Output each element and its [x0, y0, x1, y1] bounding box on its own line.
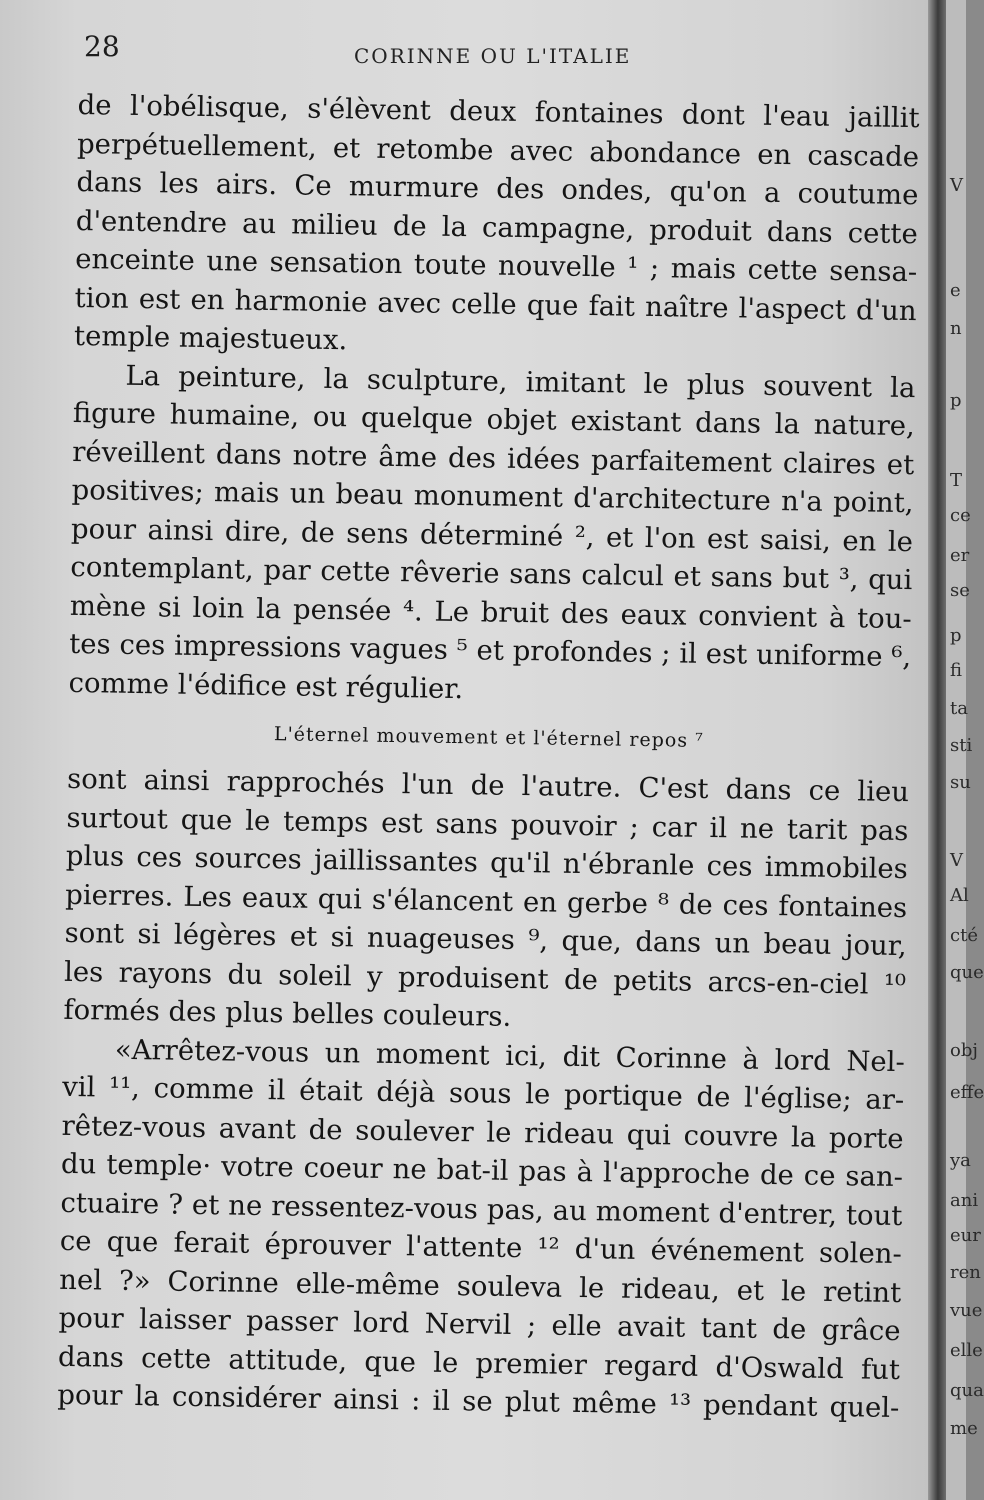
text-line: tion est en harmonie avec celle que fait naître l'aspect d'un: [74, 281, 917, 327]
text-line: les rayons du soleil y produisent de petits arcs-en-ciel ¹⁰: [63, 955, 907, 1001]
facing-page-fragment: effe: [950, 1082, 984, 1103]
text-line: de l'obélisque, s'élèvent deux fontaines dont l'eau jaillit: [77, 88, 920, 135]
facing-page-fragment: ce: [950, 505, 971, 526]
facing-page-fragment: vue: [950, 1300, 983, 1321]
text-line: pierres. Les eaux qui s'élancent en gerbe ⁸ de ces fontaines: [65, 878, 908, 924]
facing-page-fragment: ani: [950, 1190, 979, 1211]
text-line: La peinture, la sculpture, imitant le plus souvent la: [125, 359, 916, 404]
text-line: contemplant, par cette rêverie sans calcul et sans but ³, qui: [70, 550, 913, 597]
facing-page-fragment: elle: [950, 1340, 983, 1361]
facing-page-edge: [946, 0, 984, 1500]
facing-page-fragment: eur: [950, 1225, 981, 1246]
facing-page-fragment: que: [950, 962, 984, 983]
facing-page-fragment: su: [950, 772, 971, 793]
text-line: tes ces impressions vagues ⁵ et profondes ; il est uniforme ⁶,: [68, 627, 912, 674]
book-gutter: [928, 0, 946, 1500]
text-line: surtout que le temps est sans pouvoir ; car il ne tarit pas: [66, 801, 909, 847]
page-header: [84, 30, 924, 70]
facing-page-fragment: sti: [950, 735, 973, 756]
facing-page-fragment: p: [950, 390, 962, 411]
text-line: pour la considérer ainsi : il se plut même ¹³ pendant quel-: [57, 1378, 900, 1425]
facing-page-fragment: V: [950, 175, 963, 196]
facing-page-fragment: ya: [950, 1150, 971, 1171]
text-line: rêtez-vous avant de soulever le rideau qui couvre la porte: [61, 1109, 904, 1155]
text-line: dans cette attitude, que le premier regard d'Oswald fut: [57, 1340, 901, 1386]
body-text: [57, 86, 920, 1428]
facing-page-fragment: ta: [950, 698, 968, 719]
facing-page-fragment: cté: [950, 925, 978, 946]
facing-page-fragment: n: [950, 318, 962, 339]
text-line: figure humaine, ou quelque objet existant dans la nature,: [72, 396, 916, 443]
facing-page-fragment: p: [950, 625, 962, 646]
facing-page-fragment: ren: [950, 1262, 981, 1283]
text-line: formés des plus belles couleurs.: [63, 993, 512, 1033]
text-line: nel ?» Corinne elle-même souleva le rideau, et le retint: [59, 1263, 902, 1309]
facing-page-fragment: er: [950, 545, 970, 566]
text-line: «Arrêtez-vous un moment ici, dit Corinne à lord Nel-: [114, 1033, 906, 1078]
facing-page-fragment: fi: [950, 660, 963, 681]
facing-page-fragment: obj: [950, 1040, 978, 1061]
text-line: pour laisser passer lord Nervil ; elle avait tant de grâce: [58, 1301, 901, 1348]
facing-page-fragment: Al: [950, 885, 969, 906]
text-line: pour ainsi dire, de sens déterminé ², et l'on est saisi, en le: [70, 512, 914, 558]
text-line: ce que ferait éprouver l'attente ¹² d'un événement solen-: [59, 1224, 903, 1271]
text-line: du temple· votre coeur ne bat-il pas à l'approche de ce san-: [60, 1147, 904, 1194]
text-line: perpétuellement, et retombe avec abondance en cascade: [76, 127, 920, 173]
facing-page-fragment: T: [950, 470, 963, 491]
facing-page-fragment: e: [950, 280, 961, 301]
text-line: comme l'édifice est régulier.: [68, 666, 464, 705]
text-line: enceinte une sensation toute nouvelle ¹ ; mais cette sensa-: [75, 242, 918, 289]
facing-page-fragment: V: [950, 850, 963, 871]
facing-page-fragment: me: [950, 1418, 978, 1439]
facing-page-fragment: se: [950, 580, 970, 601]
text-line: positives; mais un beau monument d'architecture n'a point,: [71, 473, 914, 520]
centered-quote: L'éternel mouvement et l'éternel repos ⁷: [273, 723, 704, 752]
text-line: ctuaire ? et ne ressentez-vous pas, au moment d'entrer, tout: [60, 1186, 903, 1232]
text-line: sont ainsi rapprochés l'un de l'autre. C'est dans ce lieu: [66, 762, 910, 809]
running-title: CORINNE OU L'ITALIE: [354, 44, 632, 68]
text-line: réveillent dans notre âme des idées parfaitement claires et: [72, 435, 915, 481]
text-line: sont si légères et si nuageuses ⁹, que, dans un beau jour,: [64, 916, 907, 963]
text-line: vil ¹¹, comme il était déjà sous le portique de l'église; ar-: [62, 1070, 905, 1117]
page-number: 28: [84, 30, 120, 63]
text-line: plus ces sources jaillissantes qu'il n'ébranle ces immobiles: [65, 839, 909, 886]
text-line: mène si loin la pensée ⁴. Le bruit des eaux convient à tou-: [69, 589, 912, 635]
text-line: d'entendre au milieu de la campagne, produit dans cette: [75, 204, 919, 250]
text-line: dans les airs. Ce murmure des ondes, qu'on a coutume: [76, 165, 919, 212]
facing-page-fragment: qua: [950, 1380, 984, 1401]
text-line: temple majestueux.: [73, 319, 348, 357]
